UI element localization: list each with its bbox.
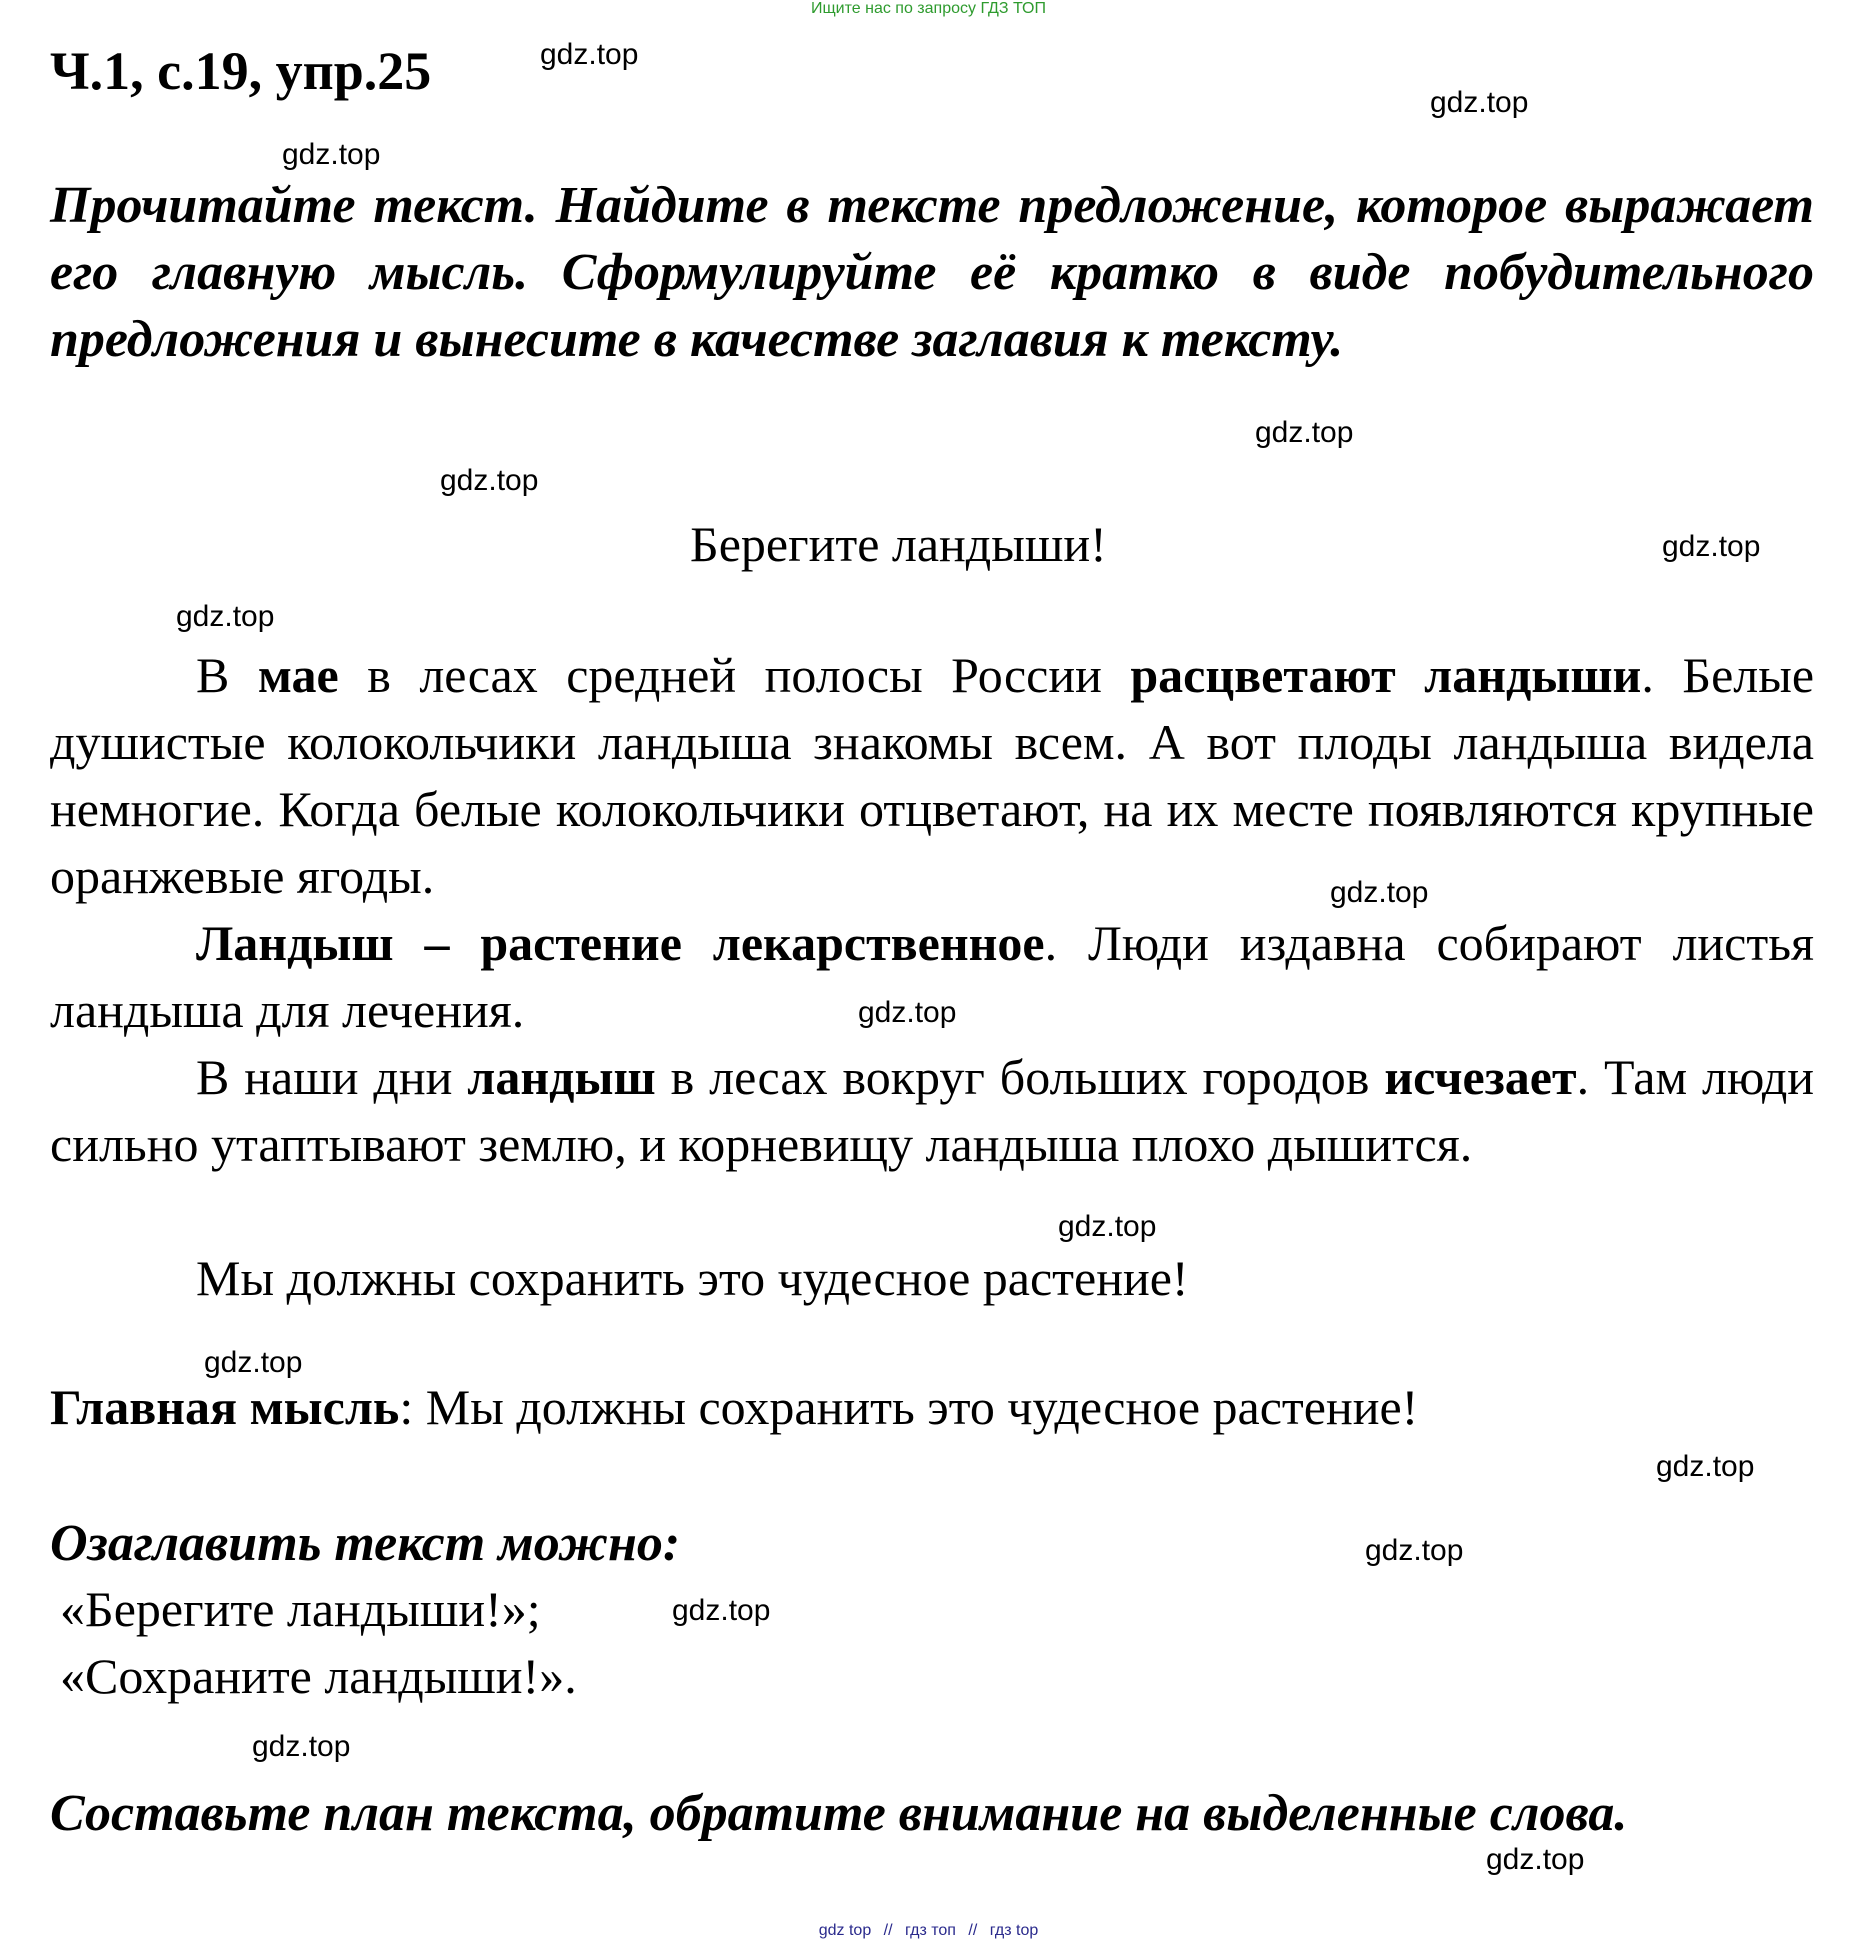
title-option-1: «Берегите ландыши!»; bbox=[60, 1581, 541, 1637]
text-title: Берегите ландыши! bbox=[690, 516, 1107, 572]
search-banner: Ищите нас по запросу ГДЗ ТОП bbox=[811, 0, 1046, 17]
text-span: . Белые душистые колокольчики ландыша знакомы всем. А вот плоды ландыша видела немногие. Когда белые колокольчики отцветают, на их месте появляются крупные оранжевые ягоды. bbox=[50, 647, 1815, 904]
bold-keyword: исчезает bbox=[1384, 1049, 1577, 1105]
footer-separator: // bbox=[883, 1922, 893, 1939]
watermark: gdz.top bbox=[1430, 86, 1529, 119]
footer-separator: // bbox=[968, 1922, 978, 1939]
text-span: . Люди издавна собирают листья ландыша для лечения. bbox=[50, 915, 1815, 1038]
watermark: gdz.top bbox=[440, 464, 539, 497]
paragraph-3 bbox=[50, 1044, 1814, 1178]
watermark: gdz.top bbox=[672, 1594, 771, 1627]
watermark: gdz.top bbox=[176, 600, 275, 633]
title-option-2: «Сохраните ландыши!». bbox=[60, 1648, 577, 1704]
watermark: gdz.top bbox=[1365, 1534, 1464, 1567]
watermark: gdz.top bbox=[540, 38, 639, 71]
watermark: gdz.top bbox=[1662, 530, 1761, 563]
bold-keyword: ландыш bbox=[467, 1049, 656, 1105]
title-options-heading: Озаглавить текст можно: bbox=[50, 1515, 681, 1572]
watermark: gdz.top bbox=[1330, 876, 1429, 909]
exercise-heading: Ч.1, с.19, упр.25 bbox=[50, 41, 432, 101]
text-span: В bbox=[196, 647, 258, 703]
text-span: . Там люди сильно утаптывают землю, и корневищу ландыша плохо дышится. bbox=[50, 1049, 1815, 1172]
watermark: gdz.top bbox=[1486, 1843, 1585, 1876]
task-instruction-2: Составьте план текста, обратите внимание на выделенные слова. bbox=[50, 1785, 1628, 1842]
footer-link[interactable]: гдз топ bbox=[905, 1922, 956, 1939]
watermark: gdz.top bbox=[1255, 416, 1354, 449]
footer-link[interactable]: gdz top bbox=[818, 1922, 872, 1939]
bold-keyword: расцветают ландыши bbox=[1130, 647, 1642, 703]
text-span: в лесах вокруг больших городов bbox=[655, 1049, 1385, 1105]
watermark: gdz.top bbox=[1656, 1450, 1755, 1483]
main-idea bbox=[50, 1378, 1418, 1436]
footer-link[interactable]: гдз top bbox=[989, 1922, 1039, 1939]
watermark: gdz.top bbox=[1058, 1210, 1157, 1243]
main-idea-text: : Мы должны сохранить это чудесное растение! bbox=[399, 1379, 1419, 1435]
watermark: gdz.top bbox=[204, 1346, 303, 1379]
watermark: gdz.top bbox=[858, 996, 957, 1029]
watermark: gdz.top bbox=[282, 138, 381, 171]
footer-links bbox=[0, 1922, 1857, 1940]
paragraph-1 bbox=[50, 642, 1814, 910]
task-instruction-1: Прочитайте текст. Найдите в тексте предложение, которое выражает его главную мысль. Сформулируйте её кратко в виде побудительного предложения и вынесите в качестве заглавия к тексту. bbox=[50, 177, 1814, 368]
bold-keyword: Ландыш – растение лекарственное bbox=[196, 915, 1045, 971]
text-span: В наши дни bbox=[196, 1049, 468, 1105]
bold-keyword: мае bbox=[257, 647, 339, 703]
text-span: в лесах средней полосы России bbox=[338, 647, 1131, 703]
watermark: gdz.top bbox=[252, 1730, 351, 1763]
main-idea-label: Главная мысль bbox=[50, 1379, 400, 1435]
paragraph-4: Мы должны сохранить это чудесное растение! bbox=[196, 1250, 1189, 1306]
